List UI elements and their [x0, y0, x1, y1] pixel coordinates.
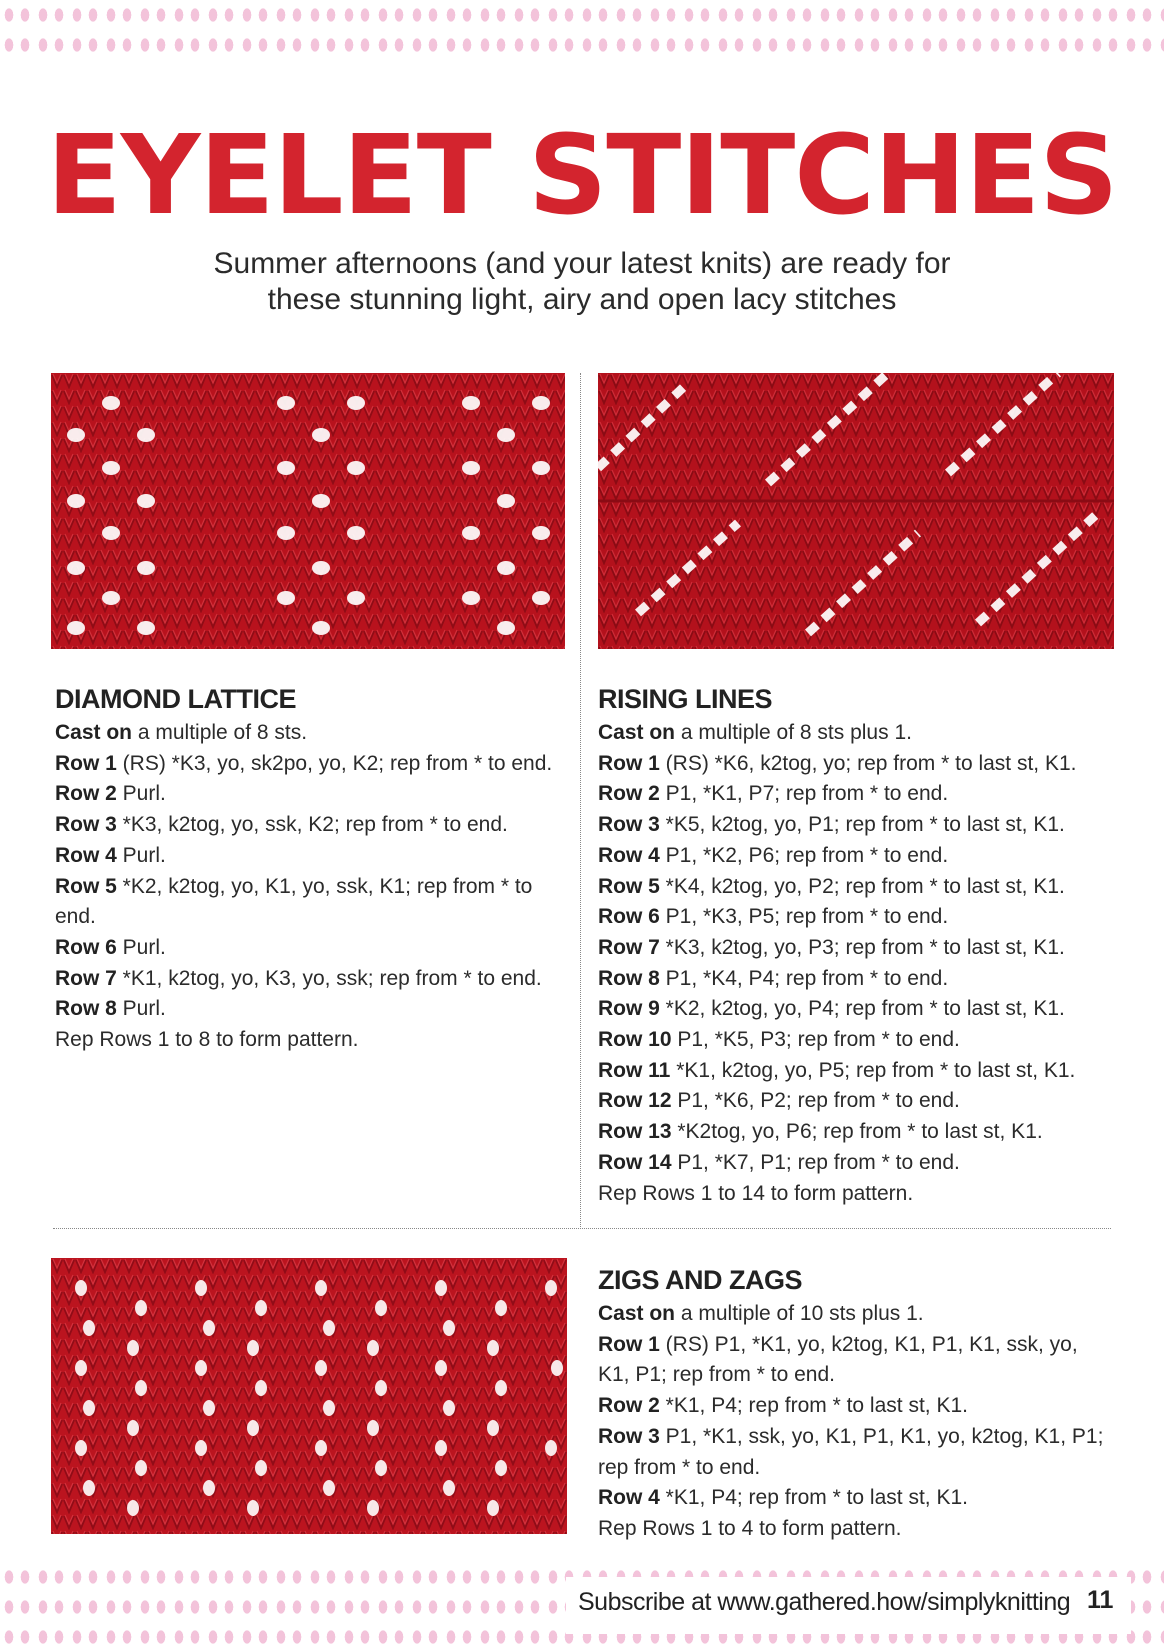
instruction-text: P1, *K7, P1; rep from * to end. — [671, 1150, 960, 1174]
pattern-title: ZIGS AND ZAGS — [598, 1265, 803, 1295]
instruction-label: Row 6 — [55, 935, 117, 959]
instruction-label: Row 14 — [598, 1150, 672, 1174]
page-subtitle — [0, 246, 1164, 318]
rising-lines-pattern — [598, 682, 1118, 1209]
instruction-text: *K4, k2tog, yo, P2; rep from * to last st, K1. — [659, 874, 1065, 898]
column-divider — [580, 373, 581, 1227]
instruction-line — [55, 964, 575, 995]
instruction-line — [598, 1483, 1108, 1514]
instruction-line — [598, 964, 1118, 995]
instruction-label: Row 3 — [598, 813, 660, 837]
instruction-text: Rep Rows 1 to 8 to form pattern. — [55, 1028, 359, 1052]
instruction-text: P1, *K3, P5; rep from * to end. — [659, 905, 949, 929]
page-title: EYELET STITCHES — [46, 111, 1118, 239]
instruction-text: *K2, k2tog, yo, K1, yo, ssk, K1; rep from * to end. — [55, 874, 533, 929]
instruction-line — [598, 933, 1118, 964]
instruction-line — [598, 994, 1118, 1025]
instruction-text: *K1, k2tog, yo, K3, yo, ssk; rep from * to end. — [116, 966, 542, 990]
instruction-line — [598, 1056, 1118, 1087]
instruction-label: Row 3 — [598, 1424, 660, 1448]
instruction-text: a multiple of 8 sts. — [132, 721, 308, 744]
instruction-line — [598, 1117, 1118, 1148]
instruction-label: Row 7 — [598, 935, 660, 959]
instruction-line — [598, 718, 1118, 749]
subtitle-line-2: these stunning light, airy and open lacy stitches — [267, 283, 897, 316]
instruction-label: Row 5 — [55, 874, 117, 898]
instruction-label: Row 2 — [598, 782, 660, 806]
instruction-text: Purl. — [116, 935, 166, 959]
instruction-text: P1, *K5, P3; rep from * to end. — [671, 1028, 960, 1052]
instruction-line — [598, 1148, 1118, 1179]
instruction-line — [55, 749, 575, 780]
instruction-text: Rep Rows 1 to 4 to form pattern. — [598, 1516, 902, 1540]
instruction-label: Row 3 — [55, 813, 117, 837]
instruction-line — [55, 994, 575, 1025]
diamond-lattice-pattern — [55, 682, 575, 1056]
rising-lines-photo — [598, 373, 1114, 649]
instruction-label: Cast on — [598, 721, 676, 744]
section-divider — [53, 1228, 1111, 1229]
instruction-text: (RS) *K6, k2tog, yo; rep from * to last st, K1. — [659, 751, 1077, 775]
instruction-text: Rep Rows 1 to 14 to form pattern. — [598, 1181, 914, 1205]
instruction-line — [598, 841, 1118, 872]
instruction-text: *K1, P4; rep from * to last st, K1. — [659, 1394, 968, 1418]
instruction-label: Row 12 — [598, 1089, 672, 1113]
zigs-and-zags-pattern — [598, 1263, 1108, 1545]
instruction-label: Row 4 — [598, 1486, 660, 1510]
instruction-line — [598, 1422, 1108, 1483]
instruction-line — [598, 902, 1118, 933]
instruction-line — [598, 1514, 1108, 1545]
instruction-label: Row 13 — [598, 1120, 672, 1144]
pattern-instructions — [55, 718, 575, 1056]
instruction-line — [598, 1391, 1108, 1422]
instruction-label: Row 2 — [55, 782, 117, 806]
page-number: 11 — [1087, 1586, 1114, 1614]
instruction-text: *K2tog, yo, P6; rep from * to last st, K1. — [671, 1120, 1043, 1144]
instruction-text: Purl. — [116, 843, 166, 867]
instruction-label: Row 1 — [598, 1332, 660, 1356]
instruction-line — [55, 779, 575, 810]
instruction-label: Row 10 — [598, 1028, 672, 1052]
instruction-line — [598, 749, 1118, 780]
instruction-line — [598, 872, 1118, 903]
instruction-line — [55, 718, 575, 749]
instruction-line — [598, 1299, 1108, 1330]
instruction-line — [55, 841, 575, 872]
instruction-label: Row 9 — [598, 997, 660, 1021]
pattern-instructions — [598, 718, 1118, 1209]
instruction-text: Purl. — [116, 997, 166, 1021]
instruction-label: Row 2 — [598, 1394, 660, 1418]
instruction-label: Row 4 — [55, 843, 117, 867]
instruction-label: Row 8 — [598, 966, 660, 990]
instruction-text: *K3, k2tog, yo, ssk, K2; rep from * to end. — [116, 813, 508, 837]
pattern-title: RISING LINES — [598, 684, 773, 714]
instruction-line — [55, 933, 575, 964]
instruction-text: (RS) *K3, yo, sk2po, yo, K2; rep from * to end. — [116, 751, 553, 775]
instruction-line — [598, 1086, 1118, 1117]
instruction-text: P1, *K1, P7; rep from * to end. — [659, 782, 949, 806]
instruction-line — [598, 1025, 1118, 1056]
instruction-line — [55, 872, 575, 933]
instruction-label: Row 1 — [55, 751, 117, 775]
instruction-text: P1, *K1, ssk, yo, K1, P1, K1, yo, k2tog, K1, P1; rep from * to end. — [598, 1424, 1104, 1479]
instruction-label: Row 1 — [598, 751, 660, 775]
zigs-and-zags-photo — [51, 1258, 567, 1534]
instruction-line — [55, 810, 575, 841]
pattern-instructions — [598, 1299, 1108, 1545]
subtitle-line-1: Summer afternoons (and your latest knits) are ready for — [213, 247, 951, 280]
instruction-line — [598, 1179, 1118, 1210]
instruction-line — [598, 779, 1118, 810]
instruction-label: Row 7 — [55, 966, 117, 990]
instruction-label: Row 8 — [55, 997, 117, 1021]
instruction-label: Row 11 — [598, 1058, 671, 1082]
instruction-text: *K5, k2tog, yo, P1; rep from * to last st, K1. — [659, 813, 1065, 837]
instruction-label: Cast on — [55, 721, 133, 744]
instruction-label: Row 6 — [598, 905, 660, 929]
instruction-text: *K2, k2tog, yo, P4; rep from * to last st, K1. — [659, 997, 1065, 1021]
instruction-text: a multiple of 8 sts plus 1. — [675, 721, 912, 744]
instruction-text: a multiple of 10 sts plus 1. — [675, 1302, 924, 1325]
top-knit-border — [0, 0, 1164, 60]
instruction-text: *K3, k2tog, yo, P3; rep from * to last st, K1. — [659, 935, 1065, 959]
instruction-label: Row 4 — [598, 843, 660, 867]
instruction-text: P1, *K4, P4; rep from * to end. — [659, 966, 949, 990]
subscribe-link[interactable]: Subscribe at www.gathered.how/simplyknitting — [578, 1588, 1071, 1616]
instruction-label: Cast on — [598, 1302, 676, 1325]
instruction-line — [598, 1330, 1108, 1391]
instruction-line — [55, 1025, 575, 1056]
instruction-text: *K1, P4; rep from * to last st, K1. — [659, 1486, 968, 1510]
instruction-text: P1, *K6, P2; rep from * to end. — [671, 1089, 960, 1113]
instruction-line — [598, 810, 1118, 841]
instruction-text: P1, *K2, P6; rep from * to end. — [659, 843, 949, 867]
instruction-text: Purl. — [116, 782, 166, 806]
diamond-lattice-photo — [51, 373, 565, 649]
instruction-label: Row 5 — [598, 874, 660, 898]
instruction-text: *K1, k2tog, yo, P5; rep from * to last st, K1. — [670, 1058, 1076, 1082]
instruction-text: (RS) P1, *K1, yo, k2tog, K1, P1, K1, ssk, yo, K1, P1; rep from * to end. — [598, 1332, 1078, 1387]
pattern-title: DIAMOND LATTICE — [55, 684, 296, 714]
